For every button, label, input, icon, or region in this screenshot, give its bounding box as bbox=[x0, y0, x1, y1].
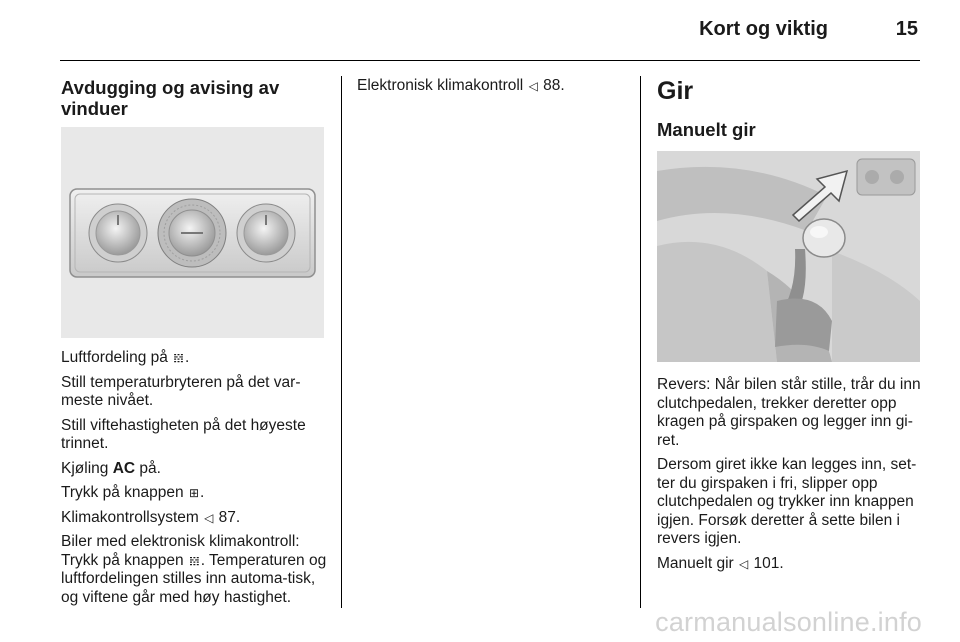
left-column bbox=[61, 77, 327, 613]
column-divider-left bbox=[341, 76, 342, 608]
text-span: . Temperaturen og luftfordelingen stilles inn automa-tisk, og viftene går med høy hastighet. bbox=[61, 551, 327, 606]
manual-gear-lever-illustration bbox=[657, 151, 920, 362]
text-span: Revers: Når bilen står stille, trår du inn clutchpedalen, trekker deretter opp kragen på girspaken og legger inn gi-ret. bbox=[657, 376, 921, 449]
text-span: på. bbox=[135, 459, 161, 477]
rear-window-heating-icon: ⊞ bbox=[188, 486, 199, 500]
text-span: Dersom giret ikke kan legges inn, set-ter du girspaken i fri, slipper opp clutchpedalen og trykker inn knappen igjen. Forsøk deretter å sette bilen i revers igjen. bbox=[657, 456, 917, 547]
defrost-instructions bbox=[61, 349, 327, 607]
page-ref-icon: ◁ bbox=[528, 79, 538, 93]
paragraph bbox=[61, 509, 327, 528]
column-divider-right bbox=[640, 76, 641, 608]
section-heading-defrost: Avdugging og avising av vinduer bbox=[61, 77, 280, 119]
text-span: 101. bbox=[749, 554, 784, 572]
text-span: Elektronisk klimakontroll bbox=[357, 77, 528, 94]
paragraph bbox=[657, 376, 922, 450]
subsection-heading-manual-gear: Manuelt gir bbox=[657, 119, 756, 140]
text-span: Biler med elektronisk klimakontroll: Trykk på knappen bbox=[61, 533, 300, 569]
gear-instructions bbox=[657, 376, 922, 573]
header-divider bbox=[60, 60, 920, 61]
paragraph bbox=[61, 484, 327, 503]
paragraph bbox=[357, 77, 627, 96]
defrost-windscreen-icon: 𝍍 bbox=[188, 553, 200, 568]
text-span: Manuelt gir bbox=[657, 554, 738, 572]
text-span: . bbox=[200, 484, 205, 501]
page-ref-icon: ◁ bbox=[204, 510, 214, 525]
text-span: Still viftehastigheten på det høyeste trinnet. bbox=[61, 416, 306, 452]
middle-column bbox=[357, 77, 627, 102]
paragraph bbox=[61, 417, 327, 454]
defrost-windscreen-icon: 𝍍 bbox=[173, 351, 184, 365]
paragraph bbox=[61, 374, 327, 411]
watermark: carmanualsonline.info bbox=[655, 607, 922, 637]
right-column bbox=[657, 77, 922, 579]
text-span: 87. bbox=[214, 508, 241, 526]
paragraph bbox=[657, 555, 922, 574]
middle-column-text bbox=[357, 77, 627, 96]
text-span: 88. bbox=[538, 77, 565, 94]
paragraph bbox=[61, 349, 327, 368]
climate-control-panel-illustration bbox=[61, 127, 324, 338]
text-span: Luftfordeling på bbox=[61, 349, 173, 366]
text-span: Klimakontrollsystem bbox=[61, 508, 204, 526]
text-span: Trykk på knappen bbox=[61, 484, 188, 501]
bold-text: AC bbox=[112, 459, 136, 477]
page-number: 15 bbox=[895, 18, 918, 40]
page-ref-icon: ◁ bbox=[738, 556, 749, 571]
paragraph bbox=[61, 460, 327, 479]
paragraph bbox=[657, 456, 922, 549]
text-span: Still temperaturbryteren på det var-meste nivået. bbox=[61, 373, 301, 409]
section-heading-gear: Gir bbox=[657, 77, 694, 105]
text-span: . bbox=[184, 349, 190, 366]
page-header-title: Kort og viktig bbox=[699, 18, 828, 40]
paragraph bbox=[61, 533, 327, 607]
text-span: Kjøling bbox=[61, 459, 113, 477]
